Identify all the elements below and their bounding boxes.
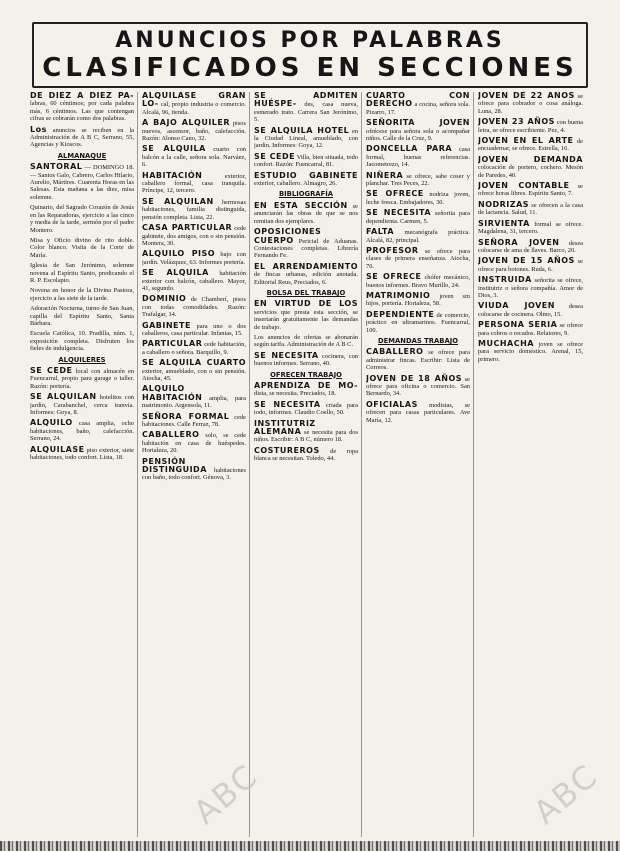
classified-ad <box>142 145 246 168</box>
ad-body: chófer mecánico, buenos informes. Bravo Murillo, 24. <box>366 274 470 289</box>
ad-lead: OPOSICIONES CUERPO <box>254 227 322 245</box>
ad-body: hermosas habitaciones, familia distinguida, pensión completa. Lista, 22. <box>142 198 246 221</box>
classified-ad <box>254 420 358 444</box>
ad-body: Novena en honor de la Divina Pastora, ejercicio a las siete de la tarde. <box>30 287 134 302</box>
ad-body: exterior, caballero. Almagro, 26. <box>254 180 337 188</box>
ad-lead: INSTITUTRIZ ALEMANA <box>254 418 316 437</box>
classified-ad <box>478 276 583 299</box>
ad-body: cede habitaciones. Calle Ferraz, 78. <box>142 413 246 429</box>
ad-lead: PROFESOR <box>366 245 419 255</box>
ad-body: hotelitos con jardín, Carabanchel, cerca tranvía. Informes: Goya, 8. <box>30 394 134 417</box>
classified-ad <box>30 446 134 462</box>
ad-lead: MATRIMONIO <box>366 290 431 300</box>
ad-body: con buena letra, se ofrece escribiente. Pez, 4. <box>478 119 583 134</box>
ad-lead: SE OFRECE <box>366 189 424 199</box>
ad-body: señorita se ofrece, institutriz o señora compañía. Amor de Dios, 3. <box>478 277 583 299</box>
column-2 <box>142 92 250 837</box>
ad-lead: SE CEDE <box>254 151 296 161</box>
ad-body: se ofrece horas libres. Espíritu Santo, 7. <box>478 183 583 198</box>
classified-ad <box>142 224 246 247</box>
ad-lead: SIRVIENTA <box>478 218 530 228</box>
classified-ad <box>478 321 583 337</box>
section-heading: OFRECEN TRABAJO <box>270 370 342 379</box>
column-3 <box>254 92 362 837</box>
classified-ad <box>254 127 358 150</box>
ad-body: habitaciones con baño, todo confort. Génova, 3. <box>142 467 246 482</box>
classified-ad <box>30 305 134 327</box>
ad-lead: JOVEN CONTABLE <box>478 181 570 191</box>
ad-lead: SE NECESITA <box>254 350 319 360</box>
classified-ad <box>478 182 583 198</box>
ad-lead: ESTUDIO GABINETE <box>254 170 358 180</box>
ad-body: se ofrece para cobros o recados. Relatores, 9. <box>478 322 583 337</box>
ad-lead: NIÑERA <box>366 170 404 180</box>
ad-lead: SE ADMITEN HUÉSPE- <box>254 92 358 109</box>
ad-lead: SE OFRECE <box>366 272 422 282</box>
ad-body: se ofrece para oficina o comercio. San Bernardo, 34. <box>366 375 470 398</box>
ad-lead: PERSONA SERIA <box>478 320 558 330</box>
classified-ad <box>254 172 358 188</box>
ad-lead: SEÑORA JOVEN <box>478 237 560 247</box>
classified-ad <box>254 401 358 417</box>
ad-lead: MUCHACHA <box>478 338 534 348</box>
classified-ad <box>142 295 246 318</box>
classified-ad <box>478 92 583 115</box>
ad-body: local con almacén en Fuencarral, propio para garage o taller. Razón: portería. <box>30 368 135 390</box>
classified-ad <box>142 385 246 409</box>
ad-lead: SANTORAL <box>30 162 83 172</box>
ad-lead: CUARTO CON DERECHO <box>366 92 470 109</box>
ad-lead: ALQUILO PISO <box>142 249 216 259</box>
ad-lead: ALQUILO HABITACIÓN <box>142 384 203 402</box>
ad-body: Adoración Nocturna, turno de San Juan, capilla del Espíritu Santo, Santa Bárbara. <box>30 305 134 327</box>
classified-ad <box>142 119 246 142</box>
classified-ad <box>30 237 134 259</box>
ad-lead: SE CEDE <box>30 366 73 375</box>
ad-body: solo, se cede habitación en casa de huéspedes. Hortaleza, 20. <box>142 432 246 455</box>
classified-ad <box>366 375 470 398</box>
section-heading: BOLSA DEL TRABAJO <box>266 288 346 297</box>
classified-ad <box>366 228 470 244</box>
ad-lead: SE ALQUILA <box>142 268 209 278</box>
ad-body: pisos nuevos, ascensor, baño, calefacción. Razón: Alonso Cano, 32. <box>142 120 246 143</box>
classified-ad <box>142 413 246 429</box>
ad-body: cocinera, con buenos informes. Serrano, 40. <box>254 352 358 368</box>
ad-body: Iglesia de San Jerónimo, solemne novena al Espíritu Santo, predicando el R. P. Escolapio. <box>30 262 134 284</box>
classified-ad <box>366 348 470 371</box>
classified-ad <box>30 393 134 416</box>
ad-body: Escuela Católica, 10. Pradilla, núm. 1, exposición completa. Disfruten los fieles de indulgencia. <box>30 330 134 353</box>
ad-lead: DEPENDIENTE <box>366 309 435 319</box>
ad-lead: EN ESTA SECCIÓN <box>254 200 348 210</box>
section-heading: BIBLIOGRAFÍA <box>278 190 334 199</box>
ad-body: se ofrece, sabe coser y planchar. Tres Peces, 22. <box>366 172 470 188</box>
ad-body: servicios que presta esta sección, se insertarán gratuitamente las demandas de trabajo. <box>254 308 358 331</box>
ad-body: en la Ciudad Lineal, amueblado, con jardín. Informes: Goya, 12. <box>254 127 358 150</box>
ad-body: mecanógrafa práctica. Alcalá, 82, principal. <box>366 229 470 244</box>
ad-lead: PENSIÓN DISTINGUIDA <box>142 456 207 475</box>
ad-body: dista, se necesita. Preciados, 18. <box>254 390 336 398</box>
ad-lead: ALQUILO <box>30 418 73 428</box>
classified-ad <box>142 92 246 116</box>
ad-lead: SE ALQUILAN <box>30 392 97 402</box>
classified-ad <box>30 367 134 390</box>
classified-ad <box>30 163 134 201</box>
ad-body: de ropa blanca se necesitan. Toledo, 44. <box>254 447 358 463</box>
ad-body: Quinario, del Sagrado Corazón de Jesús en las Reparadoras, ejercicio a las cinco y media de la tarde, sermón por el padre Montero. <box>30 204 134 234</box>
ad-lead: JOVEN EN EL ARTE <box>478 136 574 146</box>
ad-lead: ALQUILASE GRAN LO- <box>142 92 246 109</box>
ad-body: joven se ofrece para servicio doméstico. Arenal, 15, primero. <box>478 340 583 363</box>
classified-ad <box>366 190 470 206</box>
ad-lead: PARTICULAR <box>142 339 203 349</box>
ad-lead: SE ALQUILA CUARTO <box>142 358 246 368</box>
ad-lead: EL ARRENDAMIENTO <box>254 261 358 271</box>
ad-lead: COSTUREROS <box>254 445 320 455</box>
classified-ad <box>254 153 358 169</box>
ad-lead: JOVEN DE 22 AÑOS <box>478 92 575 100</box>
ad-lead: Los <box>30 124 47 134</box>
ad-body: de fincas urbanas, edición anotada. Editorial Reus, Preciados, 6. <box>254 271 358 286</box>
ad-lead: EN VIRTUD DE LOS <box>254 299 358 309</box>
section-heading: ALMANAQUE <box>57 151 107 160</box>
ad-body: se necesita para dos niños. Escribir: A B C, número 18. <box>254 429 358 444</box>
ad-body: colocación de portero, cochero. Mesón de Paredes, 40. <box>478 164 583 179</box>
classified-ad <box>30 204 134 234</box>
classified-ad <box>366 145 470 168</box>
ad-body: anuncios se reciben en la Administración de A B C, Serrano, 55, Agencias y Kioscos. <box>30 126 134 149</box>
ad-body: de encuadernar, se ofrece. Estrella, 16. <box>478 138 583 153</box>
ad-body: de comercio, práctico en ultramarinos. Fuencarral, 100. <box>366 311 470 334</box>
classified-ad <box>142 198 246 221</box>
ad-lead: SE ALQUILAN <box>142 196 214 206</box>
ad-body: piso exterior, siete habitaciones, todo confort. Lista, 18. <box>30 446 134 462</box>
ad-lead: JOVEN DE 18 AÑOS <box>366 373 463 383</box>
classified-ad <box>366 311 470 334</box>
classified-ad <box>478 156 583 179</box>
ad-body: — DOMINGO 18. — Santos Galo, Cabrero, Carlos Hilario, Aurelio, Mártires. Cuarenta Horas en las Salesas. Esta mañana a las diez, misa solemne. <box>30 164 135 201</box>
ad-body: ofrécese para señora sola o acompañar niños. Calle de la Cruz, 9. <box>366 127 470 143</box>
ad-lead: JOVEN 23 AÑOS <box>478 117 555 127</box>
classified-ad <box>254 300 358 331</box>
ad-lead: SE ALQUILA <box>142 144 206 154</box>
newspaper-page <box>10 8 610 841</box>
ad-lead: DOMINIO <box>142 294 187 304</box>
ad-lead: A BAJO ALQUILER <box>142 118 231 128</box>
classified-ad <box>30 92 134 123</box>
ad-body: amplia, para matrimonio. Argensola, 11. <box>142 394 246 410</box>
classified-ad <box>366 172 470 188</box>
classified-ad <box>478 118 583 134</box>
classified-ad <box>30 330 134 352</box>
ad-lead: CABALLERO <box>142 430 200 440</box>
ad-lead: HABITACIÓN <box>142 170 203 180</box>
ad-body: a cocina, señora sola. Pizarro, 17. <box>366 101 470 116</box>
ad-body: Villa, bien situada, todo confort. Razón: Fuencarral, 81. <box>254 153 358 169</box>
ad-lead: ALQUILASE <box>30 444 85 454</box>
classified-ad <box>142 359 246 382</box>
ad-body: se anunciarán las obras de que se nos remitan dos ejemplares. <box>254 202 358 225</box>
ad-body: casa amplia, ocho habitaciones, baño, calefacción. Serrano, 24. <box>30 420 134 443</box>
ad-body: joven sin hijos, portería. Hortaleza, 58. <box>366 292 470 308</box>
ad-lead: JOVEN DE 15 AÑOS <box>478 256 575 266</box>
ad-lead: VIUDA JOVEN <box>478 301 555 311</box>
ad-body: exterior, caballero formal, casa tranquila. Príncipe, 12, tercero. <box>142 172 246 195</box>
column-4 <box>366 92 474 837</box>
classified-ad <box>254 447 358 463</box>
ad-body: se ofrece para clases de primera enseñanza. Atocha, 70. <box>366 247 470 270</box>
ad-lead: SE NECESITA <box>366 208 432 218</box>
classified-ad <box>142 172 246 195</box>
ad-lead: INSTRUIDA <box>478 275 532 285</box>
classified-ad <box>366 119 470 142</box>
ad-lead: DONCELLA PARA <box>366 144 453 154</box>
ad-lead: CABALLERO <box>366 347 424 357</box>
classified-ad <box>478 239 583 255</box>
ad-body: se ofrecen a la casa de lactancia. Salud, 11. <box>478 201 583 217</box>
ad-body: labras, 60 céntimos; por cada palabra más, 6 céntimos. Las que contengan cifras se cobrarán como dos palabras. <box>30 100 134 123</box>
classified-ad <box>142 431 246 454</box>
classified-ad <box>254 334 358 349</box>
ad-body: criada para todo, informes. Claudio Coello, 50. <box>254 401 358 417</box>
ad-body: cede gabinete, dos amigos, con o sin pensión. Montera, 30. <box>142 225 246 247</box>
ad-lead: APRENDIZA DE MO- <box>254 381 358 390</box>
section-heading: DEMANDAS TRABAJO <box>377 336 459 345</box>
ad-lead: JOVEN DEMANDA <box>478 154 583 164</box>
ad-body: Misa y Oficio divino de rito doble. Color blanco. Visita de la Corte de María. <box>30 236 134 259</box>
masthead-title-line2: CLASIFICADOS EN SECCIONES <box>42 53 578 83</box>
microfilm-edge-strip <box>0 841 620 851</box>
classified-ad <box>254 352 358 368</box>
section-heading: ALQUILERES <box>58 355 106 364</box>
ad-body: de Chamberí, pisos con todas comodidades. Razón: Trafalgar, 14. <box>142 296 246 319</box>
ad-body: cuarto con balcón a la calle, señora sola. Narváez, 6. <box>142 146 246 169</box>
ad-body: se ofrece para botones. Ruda, 6. <box>478 258 583 273</box>
masthead-box <box>32 22 588 88</box>
ad-body: desea colocarse de ama de llaves. Barco, 20. <box>478 239 583 254</box>
ad-lead: DE DIEZ A DIEZ PA- <box>30 92 134 100</box>
ad-body: habitación exterior con balcón, caballero. Mayor, 41, segundo. <box>142 270 246 292</box>
ad-lead: GABINETE <box>142 320 191 330</box>
classified-ad <box>478 257 583 273</box>
classified-ad <box>366 292 470 308</box>
ad-body: Los anuncios de ofertas se abonarán según tarifa. Administración de A B C. <box>254 333 358 349</box>
classified-ad <box>366 401 470 424</box>
classified-ad <box>30 126 134 149</box>
ad-body: cede habitación, a caballero o señora. Barquillo, 9. <box>142 341 246 356</box>
classified-ad <box>142 458 246 482</box>
classified-ad <box>142 322 246 338</box>
classified-columns <box>30 92 592 837</box>
masthead-title-line1: ANUNCIOS POR PALABRAS <box>115 28 505 53</box>
ad-lead: OFICIALAS <box>366 399 418 409</box>
abc-watermark-2: ABC <box>526 756 606 832</box>
classified-ad <box>478 201 583 217</box>
classified-ad <box>254 92 358 124</box>
classified-ad <box>478 340 583 363</box>
classified-ad <box>366 273 470 289</box>
ad-body: desea colocarse de cocinera. Olmo, 15. <box>478 303 583 318</box>
ad-lead: SEÑORA FORMAL <box>142 411 230 421</box>
ad-lead: SE NECESITA <box>254 399 321 409</box>
classified-ad <box>254 202 358 225</box>
ad-body: des, casa nueva, esmerado trato. Carrera San Jerónimo, 5. <box>254 101 358 124</box>
classified-ad <box>30 287 134 302</box>
classified-ad <box>366 92 470 116</box>
ad-lead: CASA PARTICULAR <box>142 223 233 233</box>
classified-ad <box>478 220 583 236</box>
classified-ad <box>254 382 358 398</box>
classified-ad <box>142 250 246 266</box>
column-1 <box>30 92 138 837</box>
ad-body: para uno o dos caballeros, casa particular. Infantas, 15. <box>142 322 246 337</box>
ad-body: casa formal, buenas referencias. Jacometrezo, 14. <box>366 146 470 169</box>
ad-body: formal se ofrece. Magdalena, 31, tercero. <box>478 220 583 236</box>
ad-body: señorita para dependienta. Carmen, 5. <box>366 210 470 225</box>
classified-ad <box>30 262 134 284</box>
ad-body: Pericial de Aduanas. Contestaciones completas. Librería Fernando Fe. <box>254 237 358 260</box>
classified-ad <box>30 419 134 442</box>
classified-ad <box>142 340 246 356</box>
ad-body: bajo con jardín. Velázquez, 63. Informes portería. <box>142 251 246 266</box>
ad-body: se ofrece para cobrador o cosa análoga. Luna, 28. <box>478 93 583 115</box>
ad-body: nodriza joven, leche fresca. Embajadores, 30. <box>366 191 470 206</box>
ad-lead: SE ALQUILA HOTEL <box>254 125 350 135</box>
ad-lead: SEÑORITA JOVEN <box>366 118 470 128</box>
ad-lead: NODRIZAS <box>478 199 530 209</box>
ad-body: exterior, amueblado, con o sin pensión. Atocha, 45. <box>142 367 246 382</box>
ad-body: se ofrece para administrar fincas. Escribir: Lista de Correos. <box>366 349 470 372</box>
classified-ad <box>254 263 358 286</box>
ad-body: modistas, se ofrecen para casas particulares. Ave María, 12. <box>366 401 470 424</box>
classified-ad <box>366 247 470 270</box>
ad-body: cal, propio industria o comercio. Alcalá, 96, tienda. <box>142 101 246 116</box>
abc-watermark-1: ABC <box>186 756 266 832</box>
ad-lead: FALTA <box>366 227 395 237</box>
column-5 <box>478 92 586 837</box>
classified-ad <box>142 269 246 292</box>
classified-ad <box>478 137 583 153</box>
classified-ad <box>478 302 583 318</box>
classified-ad <box>254 228 358 260</box>
classified-ad <box>366 209 470 225</box>
